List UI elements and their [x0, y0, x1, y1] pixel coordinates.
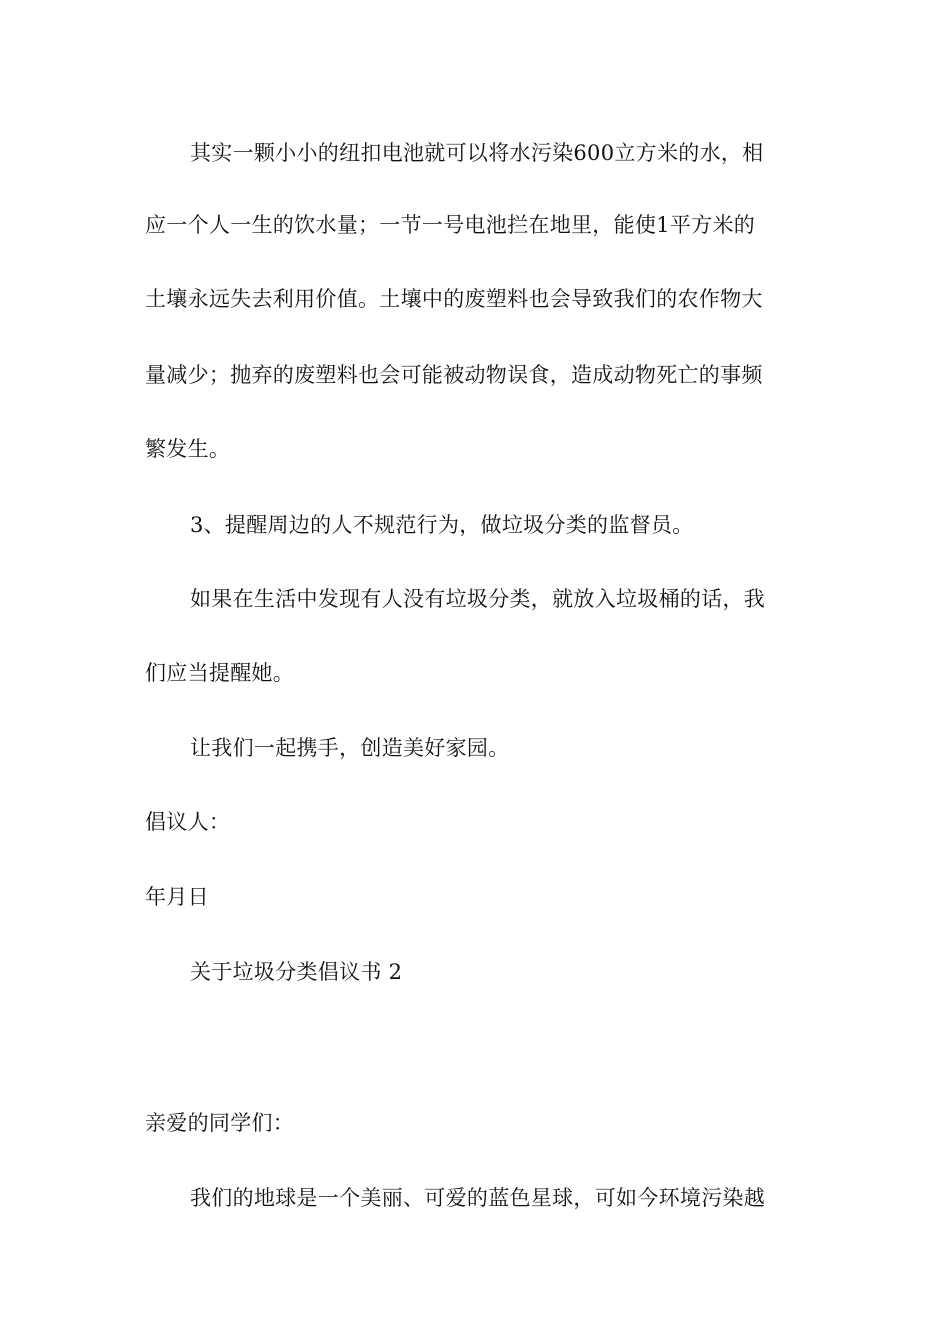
paragraph-line-5: 繁发生。: [145, 437, 231, 461]
list-item-3: 3、提醒周边的人不规范行为，做垃圾分类的监督员。: [190, 513, 694, 537]
paragraph-line-2: 应一个人一生的饮水量；一节一号电池拦在地里，能使1平方米的: [145, 213, 756, 237]
signature-label: 倡议人：: [145, 810, 231, 834]
paragraph-line-3: 土壤永远失去利用价值。土壤中的废塑料也会导致我们的农作物大: [145, 287, 763, 311]
salutation: 亲爱的同学们：: [145, 1111, 295, 1135]
closing-line: 让我们一起携手，创造美好家园。: [190, 736, 510, 760]
paragraph-line-1: 其实一颗小小的纽扣电池就可以将水污染600立方米的水，相: [190, 141, 764, 165]
paragraph-line-6: 如果在生活中发现有人没有垃圾分类，就放入垃圾桶的话，我: [190, 587, 766, 611]
paragraph-line-4: 量减少；抛弃的废塑料也会可能被动物误食，造成动物死亡的事频: [145, 363, 763, 387]
date-label: 年月日: [145, 885, 209, 909]
paragraph-line-8: 我们的地球是一个美丽、可爱的蓝色星球，可如今环境污染越: [190, 1186, 766, 1210]
section-title: 关于垃圾分类倡议书 2: [190, 960, 403, 984]
paragraph-line-7: 们应当提醒她。: [145, 661, 295, 685]
